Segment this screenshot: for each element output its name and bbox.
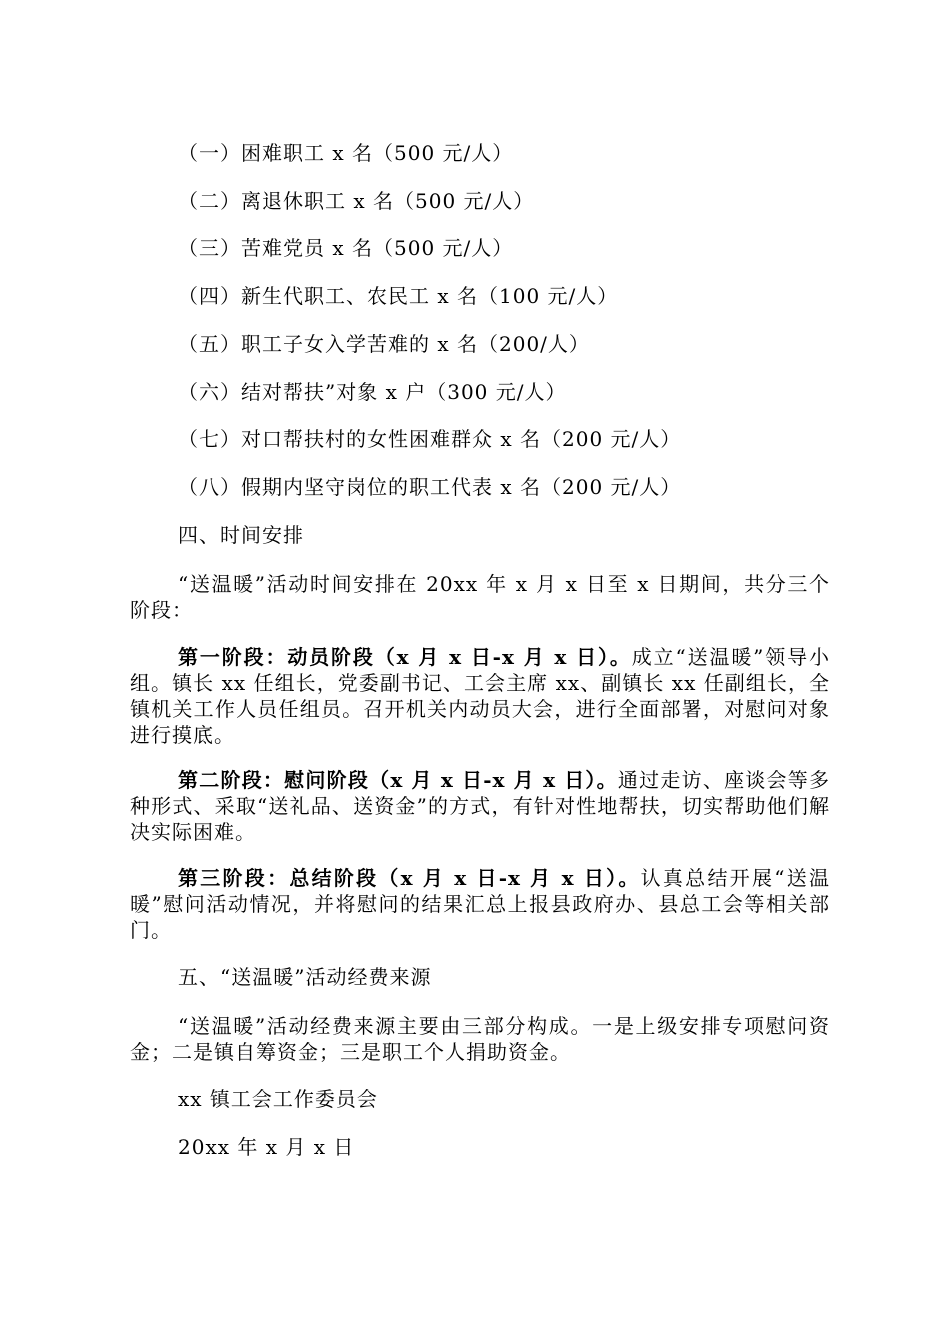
stage-3-paragraph [130,865,830,943]
section-4-intro: “送温暖”活动时间安排在 20xx 年 x 月 x 日至 x 日期间，共分三个阶段： [130,572,830,622]
section-5-text: “送温暖”活动经费来源主要由三部分构成。一是上级安排专项慰问资金；二是镇自筹资金；三是职工个人捐助资金。 [130,1014,830,1064]
section-5-heading: 五、“送温暖”活动经费来源 [178,965,432,989]
stage-1-paragraph [130,644,830,748]
list-item-7: （七）对口帮扶村的女性困难群众 x 名（200 元/人） [178,427,682,451]
signature-date: 20xx 年 x 月 x 日 [178,1135,355,1159]
section-4-heading: 四、时间安排 [178,523,304,547]
list-item-3: （三）苦难党员 x 名（500 元/人） [178,236,514,260]
list-item-4: （四）新生代职工、农民工 x 名（100 元/人） [178,284,619,308]
stage-3-title: 第三阶段：总结阶段（x 月 x 日-x 月 x 日）。 [178,866,641,890]
stage-2-title: 第二阶段：慰问阶段（x 月 x 日-x 月 x 日）。 [178,768,618,792]
stage-2-paragraph [130,767,830,845]
stage-1-text: 成立“送温暖”领导小组。镇长 xx 任组长，党委副书记、工会主席 xx、副镇长 xx 任副组长，全镇机关工作人员任组员。召开机关内动员大会，进行全面部署，对慰问对象进行摸底。 [130,645,831,747]
list-item-5: （五）职工子女入学苦难的 x 名（200/人） [178,332,590,356]
stage-3-text: 认真总结开展“送温暖”慰问活动情况，并将慰问的结果汇总上报县政府办、县总工会等相关部门。 [130,866,830,942]
list-item-2: （二）离退休职工 x 名（500 元/人） [178,189,535,213]
list-item-8: （八）假期内坚守岗位的职工代表 x 名（200 元/人） [178,475,682,499]
list-item-1: （一）困难职工 x 名（500 元/人） [178,141,514,165]
signature-org: xx 镇工会工作委员会 [178,1087,378,1111]
stage-2-text: 通过走访、座谈会等多种形式、采取“送礼品、送资金”的方式，有针对性地帮扶，切实帮助他们解决实际困难。 [130,768,831,844]
stage-1-title: 第一阶段：动员阶段（x 月 x 日-x 月 x 日）。 [178,645,632,669]
list-item-6: （六）结对帮扶”对象 x 户（300 元/人） [178,380,567,404]
